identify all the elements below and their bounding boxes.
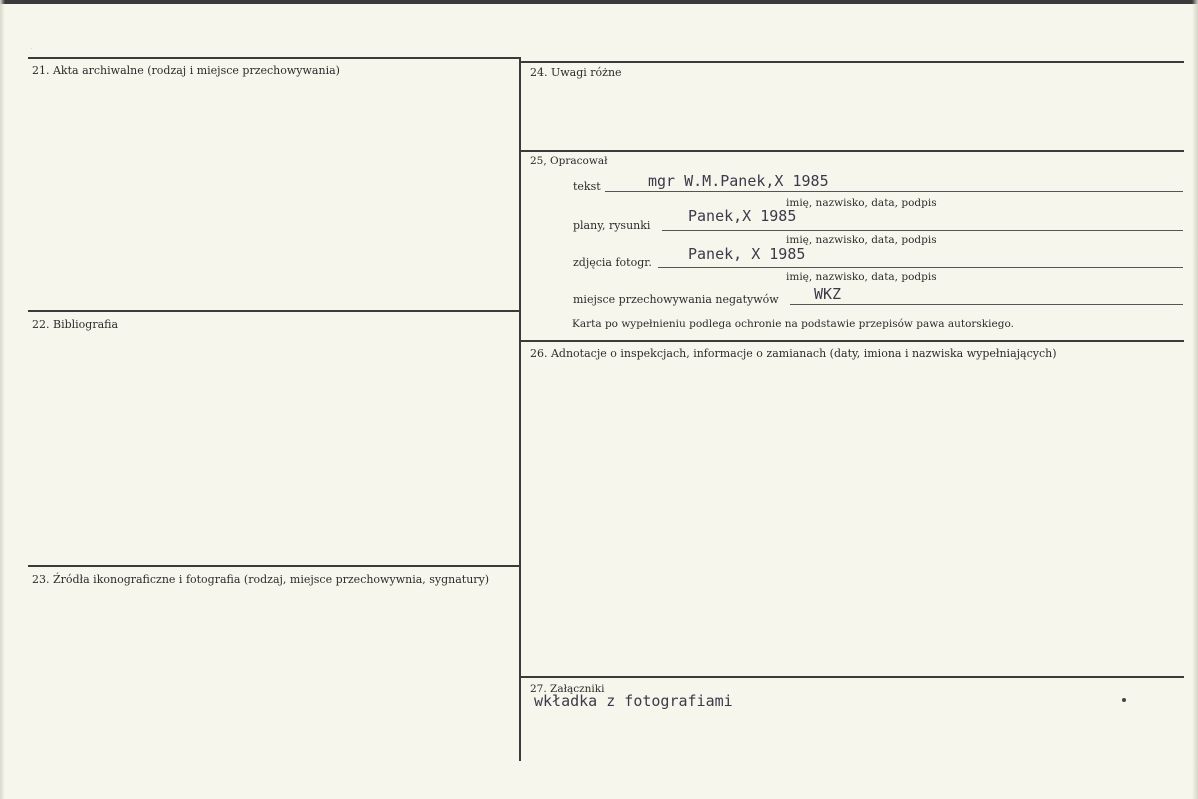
rule-22-23 xyxy=(28,565,520,567)
tekst-line xyxy=(605,191,1183,192)
rule-24-25 xyxy=(520,150,1184,152)
section-21-label: 21. Akta archiwalne (rodzaj i miejsce przechowywania) xyxy=(32,64,340,77)
attachments-value: wkładka z fotografiami xyxy=(534,692,733,710)
right-edge xyxy=(1192,0,1198,799)
rule-top-left xyxy=(28,57,520,59)
rule-top-right xyxy=(520,61,1184,63)
rule-26-27 xyxy=(520,676,1184,678)
top-edge xyxy=(0,0,1198,4)
section-23-label: 23. Źródła ikonograficzne i fotografia (rodzaj, miejsce przechowywnia, sygnatury) xyxy=(32,573,490,586)
plany-value: Panek,X 1985 xyxy=(688,207,797,225)
section-25-label: 25, Opracował xyxy=(530,155,608,167)
left-edge xyxy=(0,0,5,799)
rule-vertical xyxy=(519,57,521,761)
tekst-value: mgr W.M.Panek,X 1985 xyxy=(648,172,829,190)
negatywy-line xyxy=(790,304,1183,305)
rule-21-22 xyxy=(28,310,520,312)
section-24-label: 24. Uwagi różne xyxy=(530,66,622,79)
plany-caption: imię, nazwisko, data, podpis xyxy=(786,234,937,246)
section-22-label: 22. Bibliografia xyxy=(32,318,119,331)
tekst-caption: imię, nazwisko, data, podpis xyxy=(786,197,937,209)
negatywy-label: miejsce przechowywania negatywów xyxy=(573,293,779,306)
plany-label: plany, rysunki xyxy=(573,219,651,232)
show-through-text: · xyxy=(30,44,34,55)
zdjecia-line xyxy=(658,267,1183,268)
plany-line xyxy=(662,230,1183,231)
section-26-label: 26. Adnotacje o inspekcjach, informacje o zamianach (daty, imiona i nazwiska wypełniających) xyxy=(530,347,1057,360)
tekst-label: tekst xyxy=(573,180,601,193)
zdjecia-caption: imię, nazwisko, data, podpis xyxy=(786,271,937,283)
zdjecia-value: Panek, X 1985 xyxy=(688,245,806,263)
rule-25-26 xyxy=(520,340,1184,342)
section-27-label: 27. Załączniki xyxy=(530,683,605,695)
ink-speck xyxy=(1122,698,1126,702)
copyright-note: Karta po wypełnieniu podlega ochronie na podstawie przepisów pawa autorskiego. xyxy=(572,318,1014,330)
negatywy-value: WKZ xyxy=(814,285,842,303)
zdjecia-label: zdjęcia fotogr. xyxy=(573,256,652,269)
